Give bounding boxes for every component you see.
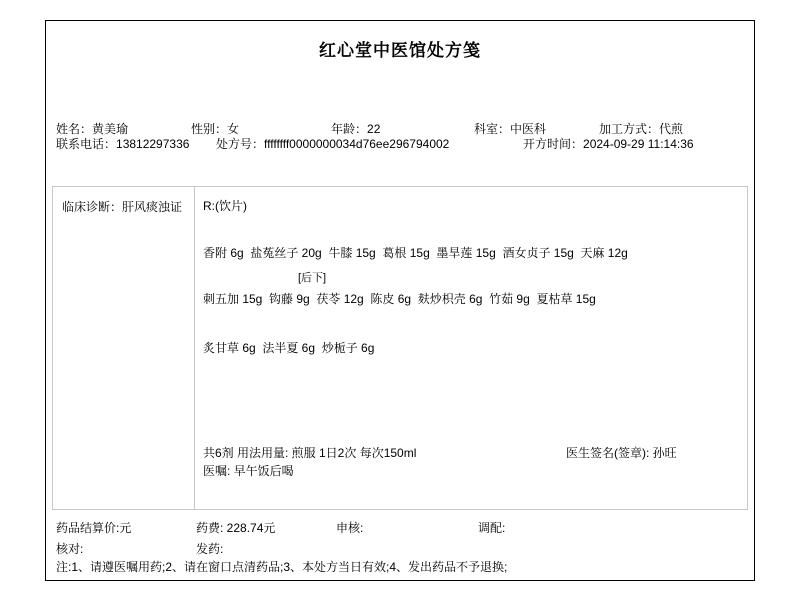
prepare-label: 调配: bbox=[478, 521, 506, 535]
rx-time-value: 2024-09-29 11:14:36 bbox=[583, 137, 694, 151]
check-field bbox=[56, 542, 83, 556]
dispense-field bbox=[196, 542, 223, 556]
diagnosis-value: 肝风痰浊证 bbox=[122, 200, 183, 214]
patient-gender-label: 性别： bbox=[191, 122, 228, 136]
patient-gender-value: 女 bbox=[227, 122, 240, 136]
check-label: 核对: bbox=[56, 542, 84, 556]
doctor-instruction-value: 早午饭后喝 bbox=[233, 464, 294, 478]
patient-dept-label: 科室： bbox=[474, 122, 511, 136]
patient-gender-field bbox=[191, 122, 239, 136]
patient-dept-field bbox=[474, 122, 546, 136]
rx-time-field bbox=[523, 137, 694, 151]
medicine-line-1: 香附 6g 盐菟丝子 20g 牛膝 15g 葛根 15g 墨旱莲 15g 酒女贞子 15g 天麻 12g bbox=[203, 246, 628, 260]
process-method-value: 代煎 bbox=[659, 122, 684, 136]
doctor-signature-label: 医生签名(签章): bbox=[566, 446, 653, 460]
footer-note: 注:1、请遵医嘱用药;2、请在窗口点清药品;3、本处方当日有效;4、发出药品不予退换; bbox=[56, 560, 508, 574]
settle-price-label: 药品结算价: bbox=[56, 521, 120, 535]
diagnosis-label: 临床诊断： bbox=[62, 200, 123, 214]
settle-price-field bbox=[56, 521, 131, 535]
rx-number-label: 处方号： bbox=[216, 137, 265, 151]
patient-dept-value: 中医科 bbox=[510, 122, 547, 136]
doctor-signature-field bbox=[566, 446, 677, 460]
fee-label: 药费: bbox=[196, 521, 227, 535]
fee-field bbox=[196, 521, 275, 535]
rx-header: R:(饮片) bbox=[203, 199, 247, 213]
rx-content-cell bbox=[195, 187, 747, 509]
review-label: 申核: bbox=[336, 521, 364, 535]
doctor-signature-value: 孙旺 bbox=[652, 446, 677, 460]
diagnosis-cell bbox=[53, 187, 195, 509]
usage-summary: 共6剂 用法用量: 煎服 1日2次 每次150ml bbox=[203, 446, 417, 460]
prescription-table bbox=[52, 186, 748, 510]
phone-label: 联系电话： bbox=[56, 137, 117, 151]
patient-age-field bbox=[331, 122, 380, 136]
patient-name-field bbox=[56, 122, 128, 136]
decoction-note: [后下] bbox=[298, 272, 327, 284]
prepare-field bbox=[478, 521, 505, 535]
patient-age-value: 22 bbox=[367, 122, 381, 136]
medicine-line-2: 刺五加 15g 钩藤 9g 茯苓 12g 陈皮 6g 麸炒枳壳 6g 竹茹 9g 夏枯草 15g bbox=[203, 292, 596, 306]
doctor-instruction-field bbox=[203, 464, 294, 478]
patient-name-value: 黄美瑜 bbox=[92, 122, 129, 136]
dispense-label: 发药: bbox=[196, 542, 224, 556]
phone-field bbox=[56, 137, 189, 151]
medicine-line-3: 炙甘草 6g 法半夏 6g 炒栀子 6g bbox=[203, 341, 375, 355]
rx-number-value: ffffffff0000000034d76ee296794002 bbox=[264, 137, 450, 151]
page-title: 红心堂中医馆处方笺 bbox=[319, 41, 481, 60]
phone-value: 13812297336 bbox=[116, 137, 190, 151]
rx-number-field bbox=[216, 137, 449, 151]
review-field bbox=[336, 521, 363, 535]
process-method-field bbox=[599, 122, 683, 136]
patient-age-label: 年龄： bbox=[331, 122, 368, 136]
rx-time-label: 开方时间： bbox=[523, 137, 584, 151]
prescription-sheet bbox=[45, 20, 755, 581]
patient-name-label: 姓名： bbox=[56, 122, 93, 136]
fee-value: 228.74元 bbox=[226, 521, 276, 535]
process-method-label: 加工方式： bbox=[599, 122, 660, 136]
doctor-instruction-label: 医嘱: bbox=[203, 464, 234, 478]
settle-price-value: 元 bbox=[119, 521, 132, 535]
